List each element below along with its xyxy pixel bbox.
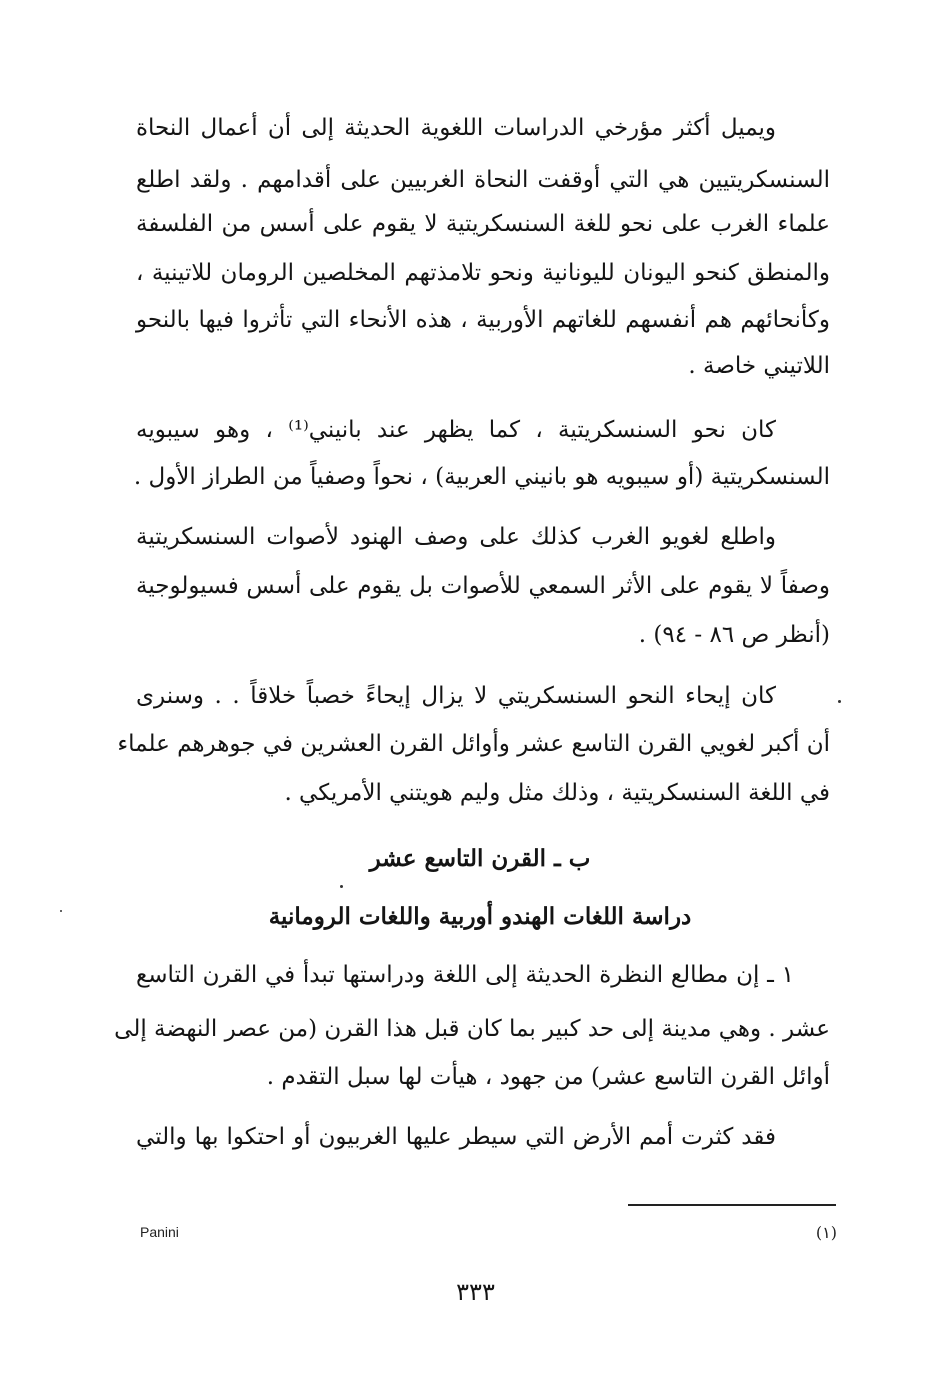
text-line: واطلع لغويو الغرب كذلك على وصف الهنود لأصوات السنسكريتية (136, 524, 776, 550)
scan-speck (838, 700, 841, 703)
text-line: ١ ـ إن مطالع النظرة الحديثة إلى اللغة ودراستها تبدأ في القرن التاسع (136, 962, 794, 988)
text-line: والمنطق كنحو اليونان لليونانية ونحو تلامذتهم المخلصين الرومان للاتينية ، (136, 260, 830, 286)
section-heading: ب ـ القرن التاسع عشر (369, 845, 591, 872)
text-line: اللاتيني خاصة . (688, 353, 830, 379)
text-line: السنسكريتيين هي التي أوقفت النحاة الغربيين على أقدامهم . ولقد اطلع (136, 167, 830, 193)
section-subheading: دراسة اللغات الهندو أوربية واللغات الرومانية (268, 903, 692, 930)
text-line: أن أكبر لغويي القرن التاسع عشر وأوائل القرن العشرين في جوهرهم علماء (117, 731, 830, 757)
page-number: ٣٣٣ (456, 1278, 495, 1306)
text-line: كان نحو السنسكريتية ، كما يظهر عند بانيني⁽¹⁾ ، وهو سيبويه (136, 417, 776, 443)
text-line: في اللغة السنسكريتية ، وذلك مثل وليم هويتني الأمريكي . (284, 780, 830, 806)
text-line: وصفاً لا يقوم على الأثر السمعي للأصوات بل يقوم على أسس فسيولوجية (136, 573, 830, 599)
footnote-text: Panini (140, 1224, 179, 1240)
text-line: كان إيحاء النحو السنسكريتي لا يزال إيحاءً خصباً خلاقاً . . وسنرى (136, 683, 776, 709)
text-line: علماء الغرب على نحو للغة السنسكريتية لا يقوم على أسس من الفلسفة (136, 211, 830, 237)
text-line: أوائل القرن التاسع عشر) من جهود ، هيأت لها سبل التقدم . (266, 1064, 830, 1090)
scan-speck (60, 910, 62, 912)
footnote-divider (628, 1204, 836, 1206)
text-line: السنسكريتية (أو سيبويه هو بانيني العربية) ، نحواً وصفياً من الطراز الأول . (133, 464, 830, 490)
footnote-number: (١) (815, 1223, 837, 1242)
scan-speck (340, 885, 343, 888)
text-line: عشر . وهي مدينة إلى حد كبير بما كان قبل هذا القرن (من عصر النهضة إلى (114, 1016, 830, 1042)
text-line: ويميل أكثر مؤرخي الدراسات اللغوية الحديثة إلى أن أعمال النحاة (136, 115, 776, 141)
text-line: (أنظر ص ٨٦ - ٩٤) . (638, 622, 830, 648)
text-line: فقد كثرت أمم الأرض التي سيطر عليها الغربيون أو احتكوا بها والتي (136, 1124, 776, 1150)
text-line: وكأنحائهم هم أنفسهم للغاتهم الأوربية ، هذه الأنحاء التي تأثروا فيها بالنحو (136, 307, 830, 333)
